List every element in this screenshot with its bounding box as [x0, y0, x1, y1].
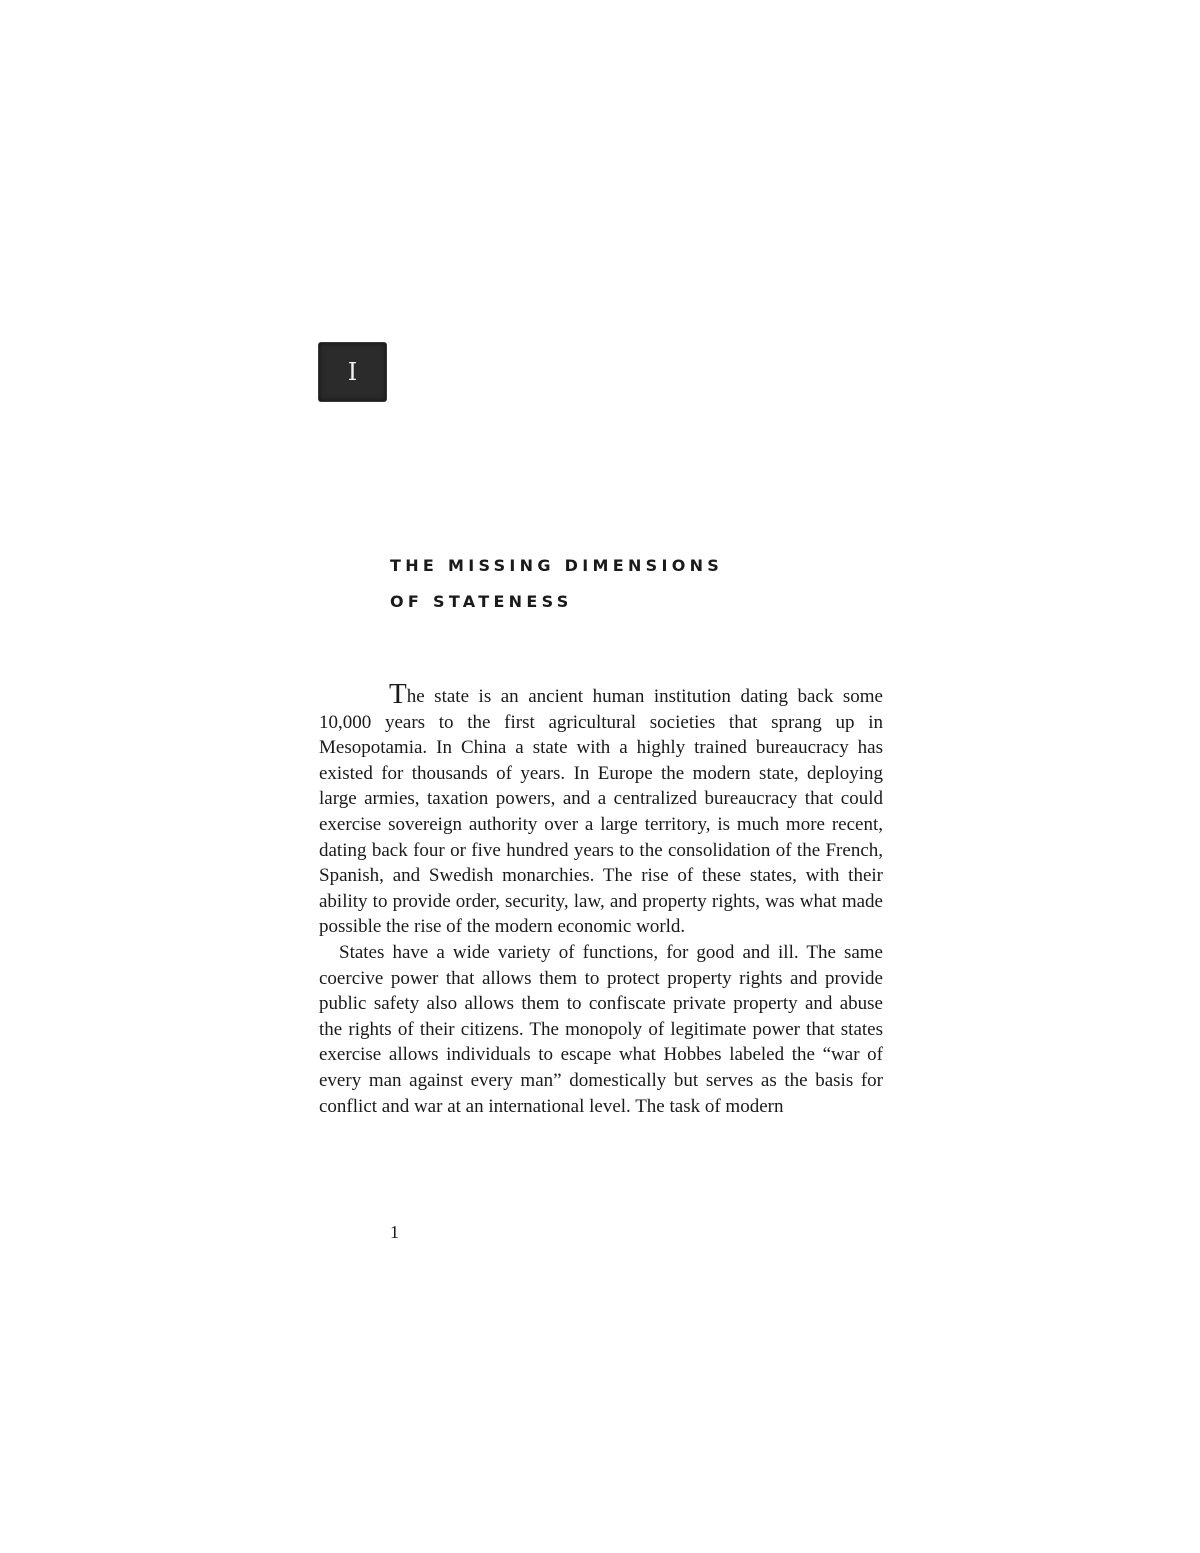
paragraph-1-text: he state is an ancient human institution dating back some 10,000 years to the first agricultural societies that sprang up in Mesopotamia. In China a state with a highly trained bureaucracy has existed for thousands of years. In Europe the modern state, deploying large armies, taxation powers, and a centralized bureaucracy that could exercise sovereign authority over a large territory, is much more recent, dating back four or five hundred years to the consolidation of the French, Spanish, and Swedish monarchies. The rise of these states, with their ability to provide order, security, law, and property rights, was what made possible the rise of the modern economic world. [319, 686, 883, 938]
chapter-title-line-2: OF STATENESS [390, 592, 573, 611]
paragraph-2: States have a wide variety of functions, for good and ill. The same coercive power that allows them to protect property rights and provide public safety also allows them to confiscate private property and abuse the rights of their citizens. The monopoly of legitimate power that states exercise allows individuals to escape what Hobbes labeled the “war of every man against every man” domestically but serves as the basis for conflict and war at an international level. The task of modern [319, 941, 883, 1117]
body-text [319, 678, 883, 1119]
initial-letter: T [389, 678, 407, 710]
chapter-title-line-1: THE MISSING DIMENSIONS [390, 556, 724, 575]
chapter-title [390, 548, 723, 620]
chapter-number-badge [319, 343, 386, 401]
page-number: 1 [390, 1222, 399, 1242]
paragraph-1 [319, 678, 883, 940]
chapter-number: I [347, 358, 358, 386]
